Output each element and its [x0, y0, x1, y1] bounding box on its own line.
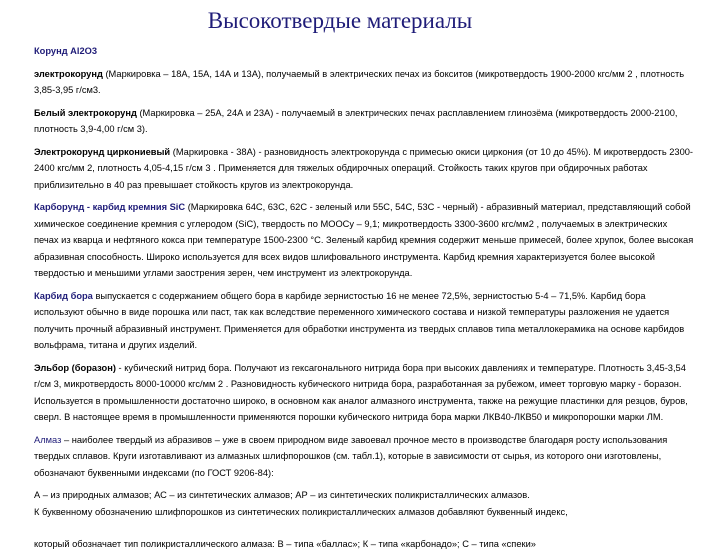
term-white-electrocorundum: Белый электрокорунд: [34, 107, 137, 118]
term-silicon-carbide: Карборунд - карбид кремния SiC: [34, 202, 186, 212]
term-elbor: Эльбор (боразон): [34, 362, 116, 373]
text-boron-carbide: выпускается с содержанием общего бора в карбиде зернистостью 16 не менее 72,5%, зернистостью 5-4 – 71,5%. Карбид бора используют обычно в виде порошка или паст, так как вследствие переменного химического состава и низкой температуры разложения не удается получить прочный абразивный инструмент. Применяется для обработки инструмента из твердых сплавов типа металлокерамика на основе карбидов вольфрама, титана и других изделий.: [34, 290, 685, 350]
paragraph-zirconium-electrocorundum: [34, 144, 694, 194]
corundum-heading-text: Корунд Al2O3: [34, 46, 98, 56]
slide-body: [34, 43, 694, 553]
term-boron-carbide: Карбид бора: [34, 290, 93, 301]
diamond-indices-line-3: который обозначает тип поликристаллического алмаза: В – типа «баллас»; К – типа «карбонадо»; С – типа «спеки»: [34, 539, 536, 549]
text-white-electrocorundum: (Маркировка – 25А, 24А и 23А) - получаемый в электрических печах расплавлением глинозёма (микротвердость 2000-2100, плотность 3,9-4,00 г/см 3).: [34, 107, 678, 134]
paragraph-electrocorundum: [34, 66, 694, 99]
paragraph-diamond: [34, 432, 694, 482]
paragraph-silicon-carbide: [34, 199, 694, 282]
paragraph-boron-carbide: [34, 288, 694, 354]
diamond-indices-line-2: К буквенному обозначению шлифпорошков из синтетических поликристаллических алмазов добавляют буквенный индекс,: [34, 506, 568, 517]
diamond-indices-line-1: А – из природных алмазов; АС – из синтетических алмазов; АР – из синтетических поликристаллических алмазов.: [34, 490, 530, 500]
paragraph-elbor: [34, 360, 694, 426]
term-electrocorundum: электрокорунд: [34, 68, 103, 79]
text-zirconium-electrocorundum: (Маркировка - 38А) - разновидность электрокорунда с примесью окиси циркония (от 10 до 45%). М икротвердость 2300-2400 кгс/мм 2, плотность 4,05-4,15 г/см 3 . Применяется для тяжелых обдирочных операций. Стойкость таких кругов при обдирочных работах приблизительно в 40 раз превышает стойкость кругов из электрокорунда.: [34, 146, 694, 190]
term-diamond: Алмаз: [34, 434, 62, 445]
heading-corundum: [34, 43, 694, 60]
text-elbor: - кубический нитрид бора. Получают из гексагонального нитрида бора при высоких давлениях и температуре. Плотность 3,45-3,54 г/см 3, микротвердость 8000-10000 кгс/мм 2 . Разновидность кубического нитрида бора, разработанная за рубежом, имеет торговую марку - боразон. Используется в промышленности достаточно широко, в основном как аналог алмазного инструмента, также на режущие пластинки для резцов, буров, сверл. В настоящее время в промышленности применяются порошки кубического нитрида бора марки ЛКВ40-ЛКВ50 и микропорошки марки ЛМ.: [34, 362, 688, 422]
text-diamond: – наиболее твердый из абразивов – уже в своем природном виде завоевал прочное место в производстве благодаря росту использования твердых сплавов. Круги изготавливают из алмазных шлифпорошков (см. табл.1), которые в зависимости от сырья, из которого они изготовлены, обозначают буквенными индексами (по ГОСТ 9206-84):: [34, 434, 668, 478]
term-zirconium-electrocorundum: Электрокорунд циркониевый: [34, 146, 171, 157]
text-silicon-carbide: (Маркировка 64С, 63С, 62С - зеленый или 55С, 54С, 53С - черный) - абразивный материал, представляющий собой химическое соединение кремния с углеродом (SiC), твердость по МООСу – 9,1; микротвердость 3300-3600 кгс/мм2 , получаемых в электрических печах из кварца и нефтяного кокса при температуре 1500-2300 °С. Зеленый карбид кремния содержит меньше примесей, более хрупок, более высокая абразивная способность. Широко используется для всех видов шлифовального инструмента. Карбид кремния характеризуется более высокой твердостью и меньшими углами заострения зерен, чем инструмент из электрокорунда.: [34, 202, 694, 278]
text-electrocorundum: (Маркировка – 18А, 15А, 14А и 13А), получаемый в электрических печах из бокситов (микротвердость 1900-2000 кгс/мм 2 , плотность 3,85-3,95 г/см3.: [34, 68, 685, 95]
paragraph-white-electrocorundum: [34, 105, 694, 138]
spacer: [34, 520, 694, 536]
page-title: Высокотвердые материалы: [207, 8, 473, 33]
